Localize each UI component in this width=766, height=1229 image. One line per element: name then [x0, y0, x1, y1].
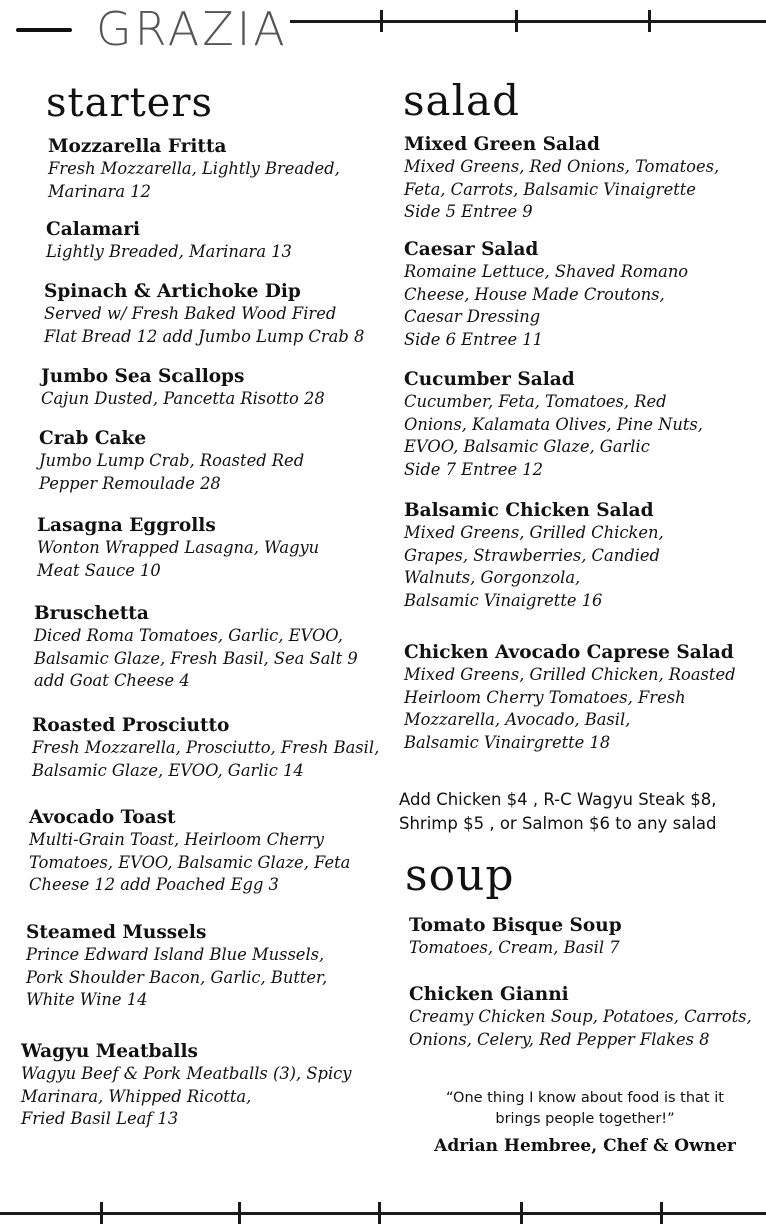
item-name: Chicken Avocado Caprese Salad: [404, 642, 734, 663]
barb-decoration: [520, 1202, 523, 1224]
menu-item-mixed-green-salad: [404, 134, 764, 224]
barb-decoration: [238, 1202, 241, 1224]
barbed-wire-bottom: [0, 1212, 766, 1215]
item-name: Wagyu Meatballs: [21, 1041, 198, 1062]
section-title-soup: soup: [405, 850, 515, 901]
barbed-wire-top: [290, 20, 766, 23]
item-description: Fresh Mozzarella, Prosciutto, Fresh Basil, Balsamic Glaze, EVOO, Garlic 14: [32, 738, 380, 780]
salad-addon-note: Add Chicken $4 , R-C Wagyu Steak $8, Shrimp $5 , or Salmon $6 to any salad: [399, 790, 717, 833]
item-description: Cajun Dusted, Pancetta Risotto 28: [41, 389, 325, 408]
menu-item-chicken-gianni: [409, 984, 766, 1051]
item-description: Mixed Greens, Grilled Chicken, Grapes, Strawberries, Candied Walnuts, Gorgonzola, Balsamic Vinaigrette 16: [404, 523, 664, 610]
item-description: Multi-Grain Toast, Heirloom Cherry Tomatoes, EVOO, Balsamic Glaze, Feta Cheese 12 add Poached Egg 3: [29, 830, 351, 894]
item-description: Romaine Lettuce, Shaved Romano Cheese, House Made Croutons, Caesar Dressing Side 6 Entree 11: [404, 262, 689, 349]
menu-item-cucumber-salad: [404, 369, 764, 481]
item-name: Steamed Mussels: [26, 922, 207, 943]
item-description: Wagyu Beef & Pork Meatballs (3), Spicy Marinara, Whipped Ricotta, Fried Basil Leaf 13: [21, 1064, 352, 1128]
menu-item-bruschetta: [34, 603, 394, 693]
item-name: Tomato Bisque Soup: [409, 915, 622, 936]
item-name: Bruschetta: [34, 603, 149, 624]
item-name: Jumbo Sea Scallops: [41, 366, 245, 387]
item-description: Cucumber, Feta, Tomatoes, Red Onions, Kalamata Olives, Pine Nuts, EVOO, Balsamic Glaze, Garlic Side 7 Entree 12: [404, 392, 703, 479]
menu-item-mozzarella-fritta: [48, 136, 408, 203]
barb-decoration: [660, 1202, 663, 1224]
item-name: Mixed Green Salad: [404, 134, 600, 155]
menu-item-jumbo-sea-scallops: [41, 366, 401, 411]
restaurant-logo: GRAZIA: [96, 2, 288, 56]
barb-decoration: [380, 10, 383, 32]
menu-item-avocado-toast: [29, 807, 389, 897]
barb-decoration: [100, 1202, 103, 1224]
item-description: Mixed Greens, Red Onions, Tomatoes, Feta, Carrots, Balsamic Vinaigrette Side 5 Entree 9: [404, 157, 720, 221]
menu-item-chicken-avocado-caprese-salad: [404, 642, 764, 754]
item-name: Mozzarella Fritta: [48, 136, 227, 157]
menu-item-tomato-bisque-soup: [409, 915, 766, 960]
section-title-starters: starters: [46, 80, 213, 126]
chef-quote: “One thing I know about food is that it brings people together!”: [446, 1090, 724, 1127]
menu-header: [0, 0, 766, 60]
menu-item-roasted-prosciutto: [32, 715, 392, 782]
section-title-salad: salad: [403, 76, 520, 125]
menu-item-caesar-salad: [404, 239, 764, 351]
menu-item-calamari: [46, 219, 406, 264]
item-description: Jumbo Lump Crab, Roasted Red Pepper Remoulade 28: [39, 451, 305, 493]
item-name: Calamari: [46, 219, 141, 240]
item-description: Tomatoes, Cream, Basil 7: [409, 938, 620, 957]
barb-decoration: [648, 10, 651, 32]
item-description: Creamy Chicken Soup, Potatoes, Carrots, Onions, Celery, Red Pepper Flakes 8: [409, 1007, 752, 1049]
menu-item-wagyu-meatballs: [21, 1041, 381, 1131]
header-rule-left: [16, 28, 72, 32]
item-name: Cucumber Salad: [404, 369, 575, 390]
item-name: Lasagna Eggrolls: [37, 515, 216, 536]
item-description: Served w/ Fresh Baked Wood Fired Flat Bread 12 add Jumbo Lump Crab 8: [44, 304, 365, 346]
menu-item-crab-cake: [39, 428, 399, 495]
menu-item-lasagna-eggrolls: [37, 515, 397, 582]
item-description: Lightly Breaded, Marinara 13: [46, 242, 292, 261]
chef-quote-author: Adrian Hembree, Chef & Owner: [434, 1136, 736, 1156]
item-name: Caesar Salad: [404, 239, 539, 260]
menu-item-spinach-artichoke-dip: [44, 281, 394, 348]
item-name: Roasted Prosciutto: [32, 715, 230, 736]
item-name: Balsamic Chicken Salad: [404, 500, 654, 521]
item-description: Diced Roma Tomatoes, Garlic, EVOO, Balsamic Glaze, Fresh Basil, Sea Salt 9 add Goat Cheese 4: [34, 626, 358, 690]
barb-decoration: [515, 10, 518, 32]
item-name: Spinach & Artichoke Dip: [44, 281, 301, 302]
menu-item-balsamic-chicken-salad: [404, 500, 764, 612]
item-name: Avocado Toast: [29, 807, 176, 828]
item-description: Mixed Greens, Grilled Chicken, Roasted Heirloom Cherry Tomatoes, Fresh Mozzarella, Avocado, Basil, Balsamic Vinairgrette 18: [404, 665, 736, 752]
item-description: Prince Edward Island Blue Mussels, Pork Shoulder Bacon, Garlic, Butter, White Wine 14: [26, 945, 328, 1009]
barb-decoration: [378, 1202, 381, 1224]
item-description: Fresh Mozzarella, Lightly Breaded, Marinara 12: [48, 159, 340, 201]
item-name: Crab Cake: [39, 428, 147, 449]
item-name: Chicken Gianni: [409, 984, 569, 1005]
menu-item-steamed-mussels: [26, 922, 386, 1012]
item-description: Wonton Wrapped Lasagna, Wagyu Meat Sauce 10: [37, 538, 320, 580]
